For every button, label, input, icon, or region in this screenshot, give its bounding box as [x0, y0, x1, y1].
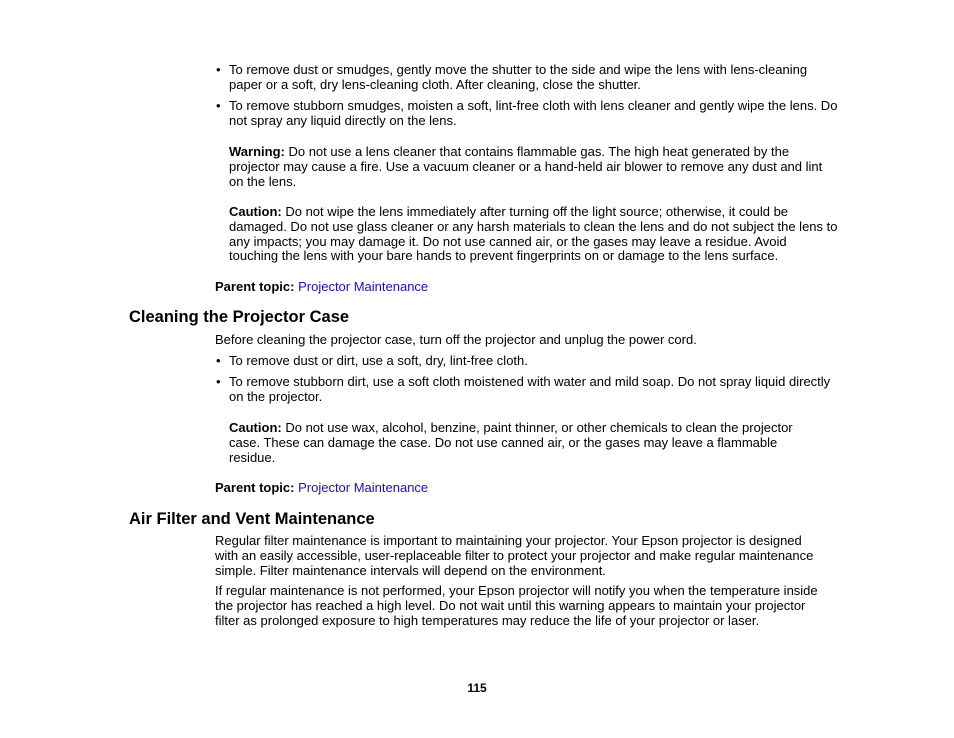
warning-label: Warning: — [229, 144, 285, 159]
lens-caution — [229, 205, 839, 264]
lens-bullet-1: To remove dust or smudges, gently move the shutter to the side and wipe the lens with lens-cleaning paper or a soft, dry lens-cleaning cloth. After cleaning, close the shutter. — [229, 62, 808, 92]
caution-label: Caution: — [229, 420, 282, 435]
caution-text: Do not use wax, alcohol, benzine, paint thinner, or other chemicals to clean the projector case. These can damage the case. Do not use canned air, or the gases may leave a flammable residue. — [229, 420, 793, 465]
bullet-marker: • — [216, 98, 221, 113]
bullet-marker: • — [216, 374, 221, 389]
parent-topic-link[interactable]: Projector Maintenance — [298, 480, 429, 495]
bullet-marker: • — [216, 62, 221, 77]
warning-text: Do not use a lens cleaner that contains flammable gas. The high heat generated by the projector may cause a fire. Use a vacuum cleaner or a hand-held air blower to remove any dust and lint on the lens. — [229, 144, 823, 189]
bullet-marker: • — [216, 353, 221, 368]
section-heading-projector-case: Cleaning the Projector Case — [129, 308, 350, 326]
section-heading-air-filter: Air Filter and Vent Maintenance — [129, 510, 375, 528]
caution-text: Do not wipe the lens immediately after turning off the light source; otherwise, it could be damaged. Do not use glass cleaner or any harsh materials to clean the lens and do not subject the lens to any impacts; you may damage it. Do not use canned air, or the gases may leave a residue. Avoid touching the lens with your bare hands to prevent fingerprints on or damage to the lens surface. — [229, 204, 838, 264]
case-parent-topic — [215, 481, 830, 496]
case-intro: Before cleaning the projector case, turn off the projector and unplug the power cord. — [215, 332, 697, 347]
caution-label: Caution: — [229, 204, 282, 219]
case-bullet-2: To remove stubborn dirt, use a soft cloth moistened with water and mild soap. Do not spray liquid directly on the projector. — [229, 374, 831, 404]
lens-warning — [229, 145, 829, 189]
parent-topic-label: Parent topic: — [215, 480, 295, 495]
filter-paragraph-2: If regular maintenance is not performed, your Epson projector will notify you when the temperature inside the projector has reached a high level. Do not wait until this warning appears to maintain your projector filter as prolonged exposure to high temperatures may reduce the life of your projector or laser. — [215, 583, 818, 628]
case-bullet-1: To remove dust or dirt, use a soft, dry, lint-free cloth. — [229, 353, 528, 368]
page-number: 115 — [467, 681, 487, 695]
case-caution — [229, 421, 809, 465]
lens-parent-topic — [215, 280, 830, 295]
filter-paragraph-1: Regular filter maintenance is important to maintaining your projector. Your Epson projector is designed with an easily accessible, user-replaceable filter to protect your projector and make regular maintenance simple. Filter maintenance intervals will depend on the environment. — [215, 533, 814, 578]
parent-topic-label: Parent topic: — [215, 279, 295, 294]
parent-topic-link[interactable]: Projector Maintenance — [298, 279, 429, 294]
lens-bullet-2: To remove stubborn smudges, moisten a soft, lint-free cloth with lens cleaner and gently wipe the lens. Do not spray any liquid directly on the lens. — [229, 98, 838, 128]
